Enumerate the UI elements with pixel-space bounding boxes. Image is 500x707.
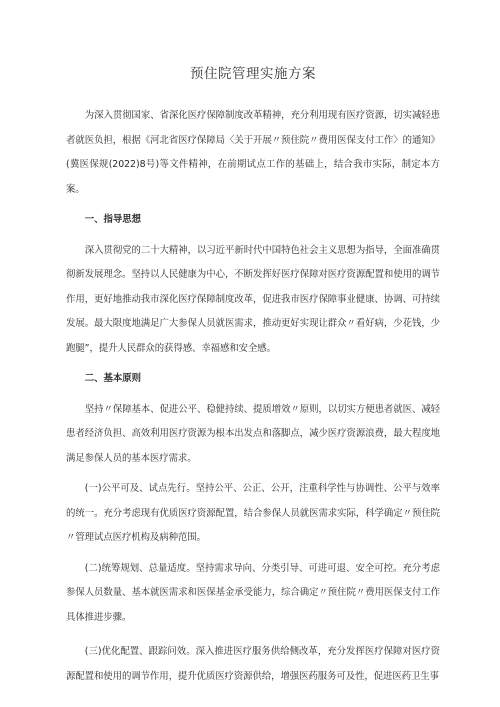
document-title: 预住院管理实施方案 xyxy=(190,66,316,82)
section-heading-basic-principles: 二、基本原则 xyxy=(84,373,142,384)
section-heading-guiding-ideology: 一、指导思想 xyxy=(84,214,142,225)
principle-item-2: (二)统筹规划、总量适度。坚持需求导向、分类引导、可进可退、安全可控。充分考虑参保人员数量、基本就医需求和医保基金承受能力，综合确定〃预住院〃费用医保支付工作具体推进步骤。 xyxy=(66,562,440,623)
principle-item-3: (三)优化配置、跟踪问效。深入推进医疗服务供给侧改革，充分发挥医疗保障对医疗资源配置和使用的调节作用，提升优质医疗资源供给，增强医药服务可及性，促进医药卫生事 xyxy=(66,646,440,682)
guiding-ideology-paragraph: 深入贯彻党的二十大精神，以习近平新时代中国特色社会主义思想为指导，全面准确贯彻新发展理念。坚持以人民健康为中心，不断发挥好医疗保障对医疗资源配置和使用的调节作用，更好地推动我市深化医疗保障制度改革，促进我市医疗保障事业健康、协调、可持续发展。最大限度地满足广大参保人员就医需求，推动更好实现让群众〃看好病，少花钱，少跑腿”，提升人民群众的获得感、幸福感和安全感。 xyxy=(66,244,440,354)
basic-principles-paragraph: 坚持〃保障基本、促进公平、稳健持续、提质增效〃原则，以切实方便患者就医、减轻患者经济负担、高效利用医疗资源为根本出发点和落脚点，减少医疗资源浪费，最大程度地满足参保人员的基本医疗需求。 xyxy=(66,403,440,464)
intro-paragraph: 为深入贯彻国家、省深化医疗保障制度改革精神，充分利用现有医疗资源，切实减轻患者就医负担，根据《河北省医疗保障局〈关于开展〃预住院〃费用医保支付工作〉的通知》(冀医保规(2022)8号)等文件精神，在前期试点工作的基础上，结合我市实际，制定本方案。 xyxy=(66,110,440,195)
principle-item-1: (一)公平可及、试点先行。坚持公平、公正、公开，注重科学性与协调性、公平与效率的统一。充分考虑现有优质医疗资源配置，结合参保人员就医需求实际，科学确定〃预住院〃管理试点医疗机构及病种范围。 xyxy=(66,483,440,543)
